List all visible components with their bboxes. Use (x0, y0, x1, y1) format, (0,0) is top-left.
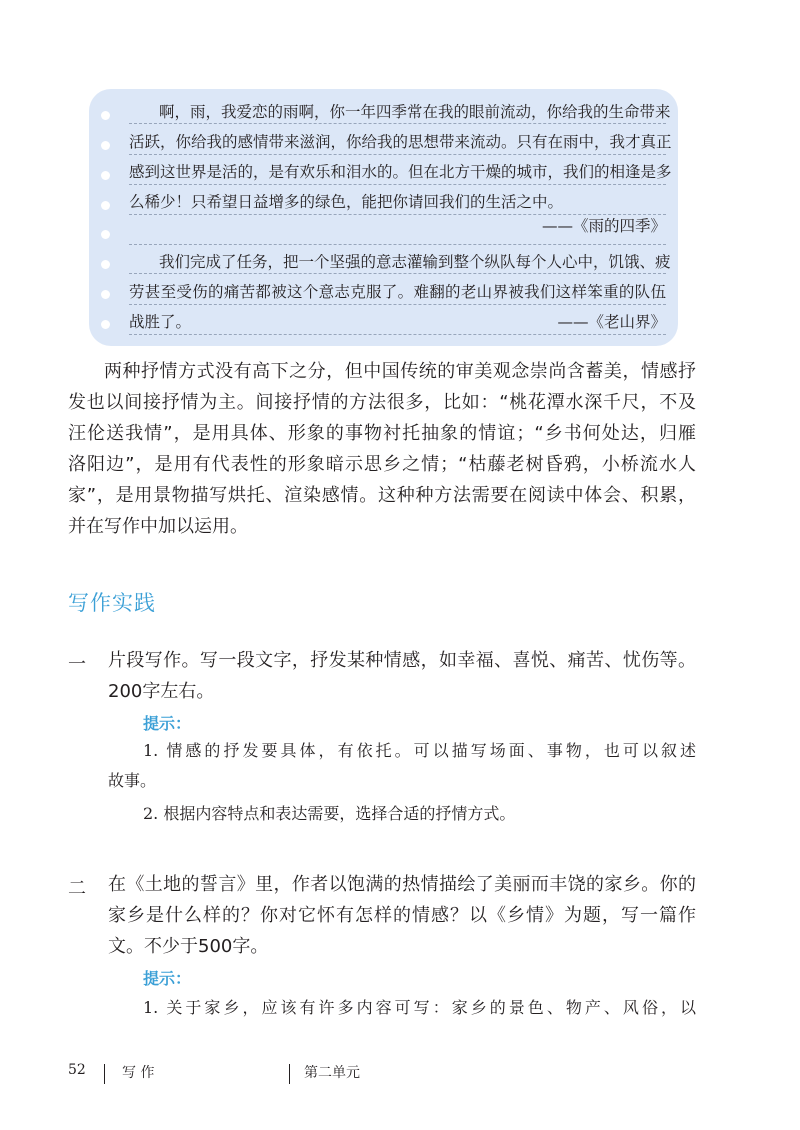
quote-text: 么稀少！只希望日益增多的绿色，能把你请回我们的生活之中。 (129, 193, 564, 211)
hint-line: 故事。 (108, 771, 157, 790)
footer-divider (104, 1064, 105, 1084)
hint-label: 提示： (143, 969, 192, 988)
hint-line: 1. 情感的抒发要具体，有依托。可以描写场面、事物，也可以叙述 (143, 741, 696, 760)
paragraph-line: 汪伦送我情”，是用具体、形象的事物衬托抽象的情谊；“乡书何处达，归雁 (68, 423, 696, 444)
quote-line-blank (129, 220, 666, 245)
paragraph-line: 两种抒情方式没有高下之分，但中国传统的审美观念崇尚含蓄美，情感抒 (104, 361, 696, 382)
paragraph-line: 洛阳边”，是用有代表性的形象暗示思乡之情；“枯藤老树昏鸦，小桥流水人 (68, 454, 696, 475)
body-paragraph (68, 356, 696, 542)
task-line: 家乡是什么样的？你对它怀有怎样的情感？以《乡情》为题，写一篇作 (108, 905, 696, 926)
hint-line: 2. 根据内容特点和表达需要，选择合适的抒情方式。 (143, 804, 516, 823)
ring-icon (101, 320, 110, 329)
task-line: 文。不少于500字。 (108, 936, 269, 957)
quote-source: ——《老山界》 (557, 313, 666, 331)
ring-icon (101, 260, 110, 269)
task-line: 200字左右。 (108, 681, 215, 702)
paragraph-line: 并在写作中加以运用。 (68, 516, 248, 537)
ring-icon (101, 141, 110, 150)
quote-source: ——《雨的四季》 (541, 217, 666, 235)
quote-line: 感到这世界是活的，是有欢乐和泪水的。但在北方干燥的城市，我们的相逢是多 (129, 160, 666, 185)
quote-line (129, 190, 666, 235)
ring-icon (101, 290, 110, 299)
paragraph-line: 发也以间接抒情为主。间接抒情的方法很多，比如：“桃花潭水深千尺，不及 (68, 392, 696, 413)
section-title: 写作实践 (68, 591, 156, 615)
page-number: 52 (68, 1062, 86, 1078)
quote-line: 活跃，你给我的感情带来滋润，你给我的思想带来流动。只有在雨中，我才真正 (129, 130, 666, 155)
footer-section: 写 作 (122, 1065, 155, 1081)
task-number: 一 (68, 654, 86, 675)
task-number: 二 (68, 878, 86, 899)
quote-line: 啊，雨，我爱恋的雨啊，你一年四季常在我的眼前流动，你给我的生命带来 (129, 100, 666, 124)
quote-line: 劳甚至受伤的痛苦都被这个意志克服了。难翻的老山界被我们这样笨重的队伍 (129, 280, 666, 305)
quote-box (89, 89, 678, 346)
task-line: 片段写作。写一段文字，抒发某种情感，如幸福、喜悦、痛苦、忧伤等。 (108, 650, 696, 671)
ring-icon (101, 111, 110, 120)
footer-divider (289, 1064, 290, 1084)
quote-line: 我们完成了任务，把一个坚强的意志灌输到整个纵队每个人心中，饥饿、疲 (129, 250, 666, 274)
task-line: 在《土地的誓言》里，作者以饱满的热情描绘了美丽而丰饶的家乡。你的 (108, 874, 696, 895)
hint-line: 1. 关于家乡，应该有许多内容可写：家乡的景色、物产、风俗，以 (143, 998, 696, 1017)
footer-unit: 第二单元 (304, 1065, 360, 1081)
ring-icon (101, 230, 110, 239)
ring-icon (101, 201, 110, 210)
quote-line (129, 310, 666, 335)
paragraph-line: 家”，是用景物描写烘托、渲染感情。这种种方法需要在阅读中体会、积累， (68, 485, 696, 506)
ring-icon (101, 171, 110, 180)
quote-text: 战胜了。 (129, 313, 192, 331)
hint-label: 提示： (143, 714, 192, 733)
